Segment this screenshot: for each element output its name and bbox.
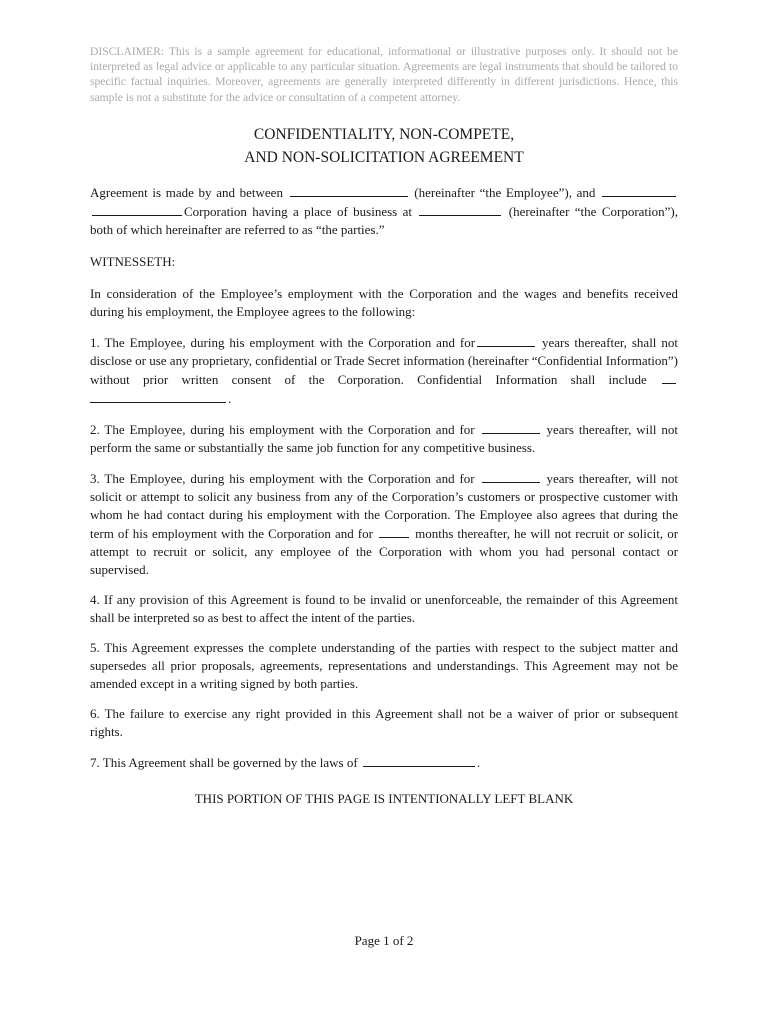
employee-name-blank bbox=[290, 183, 408, 197]
intro-paragraph bbox=[90, 183, 678, 239]
clause-2-text-b: years thereafter, will not perform the same or substantially the same job function for any competitive business. bbox=[90, 421, 679, 455]
clause-3-text-c: months thereafter, he will not recruit or solicit, or attempt to recruit or solicit, any employee of the Corporation with whom you had personal contact or supervised. bbox=[90, 525, 679, 577]
place-of-business-blank bbox=[419, 202, 501, 216]
clause-1-text-b: years thereafter, shall not disclose or use any proprietary, confidential or Trade Secret information (hereinafter “Confidential Information”) without prior written consent of the Corporation. Confidential Information shall include bbox=[90, 334, 678, 387]
clause-1 bbox=[90, 333, 678, 408]
title-line-1: CONFIDENTIALITY, NON-COMPETE, bbox=[253, 125, 515, 143]
clause-5: 5. This Agreement expresses the complete understanding of the parties with respect to the subject matter and supersedes all prior proposals, agreements, representations and understandings. This Agreement may not be amended except in a writing signed by both parties. bbox=[90, 639, 678, 691]
intro-text-1: Agreement is made by and between bbox=[90, 184, 283, 200]
clause-1-years-blank bbox=[477, 333, 535, 347]
clause-2-text-a: 2. The Employee, during his employment with the Corporation and for bbox=[90, 421, 475, 437]
intro-text-3: Corporation having a place of business at bbox=[184, 203, 412, 219]
party-blank bbox=[602, 183, 676, 197]
consideration-paragraph: In consideration of the Employee’s employment with the Corporation and the wages and benefits received during his employment, the Employee agrees to the following: bbox=[90, 285, 678, 319]
disclaimer-text: DISCLAIMER: This is a sample agreement for educational, informational or illustrative purposes only. It should not be interpreted as legal advice or applicable to any particular situation. Agreements are legal instruments that should be tailored to specific factual inquiries. Moreover, agreements are generally interpreted differently in different jurisdictions. Hence, this sample is not a substitute for the advice or consultation of a competent attorney. bbox=[90, 45, 678, 104]
witnesseth-heading: WITNESSETH: bbox=[90, 253, 176, 269]
clause-2 bbox=[90, 420, 678, 457]
clause-7 bbox=[90, 753, 678, 772]
clause-3-text-a: 3. The Employee, during his employment with the Corporation and for bbox=[90, 470, 475, 486]
title-line-2: AND NON-SOLICITATION AGREEMENT bbox=[244, 148, 524, 166]
document-page bbox=[90, 44, 678, 808]
clause-7-text-a: 7. This Agreement shall be governed by the laws of bbox=[90, 754, 358, 770]
clause-1-text-c: . bbox=[228, 390, 232, 406]
clause-2-years-blank bbox=[482, 420, 540, 434]
clause-3 bbox=[90, 469, 678, 579]
governing-law-blank bbox=[363, 753, 475, 767]
clause-3-text-b: years thereafter, will not solicit or attempt to solicit any business from any of the Corporation’s customers or prospective customer with whom he had contact during his employment with the Corporation. The Employee also agrees that during the term of his employment with the Corporation and for bbox=[90, 470, 679, 541]
clause-3-years-blank bbox=[482, 469, 540, 483]
clause-7-text-b: . bbox=[476, 754, 481, 770]
clause-6: 6. The failure to exercise any right provided in this Agreement shall not be a waiver of prior or subsequent rights. bbox=[90, 705, 678, 739]
clause-3-months-blank bbox=[379, 524, 409, 538]
document-title bbox=[90, 123, 678, 169]
clause-1-info-blank-b bbox=[90, 389, 226, 403]
intro-text-2: (hereinafter “the Employee”), and bbox=[414, 184, 596, 200]
intentionally-blank-notice: THIS PORTION OF THIS PAGE IS INTENTIONALLY LEFT BLANK bbox=[194, 790, 574, 806]
intro-text-4: (hereinafter “the Corporation”), both of which hereinafter are referred to as “the parties.” bbox=[90, 203, 679, 237]
clause-1-info-blank-a bbox=[662, 370, 676, 384]
corporation-name-blank bbox=[92, 202, 182, 216]
page-number: Page 1 of 2 bbox=[354, 933, 414, 948]
clause-4: 4. If any provision of this Agreement is found to be invalid or unenforceable, the remainder of this Agreement shall be interpreted so as best to affect the intent of the parties. bbox=[90, 591, 678, 625]
clause-1-text-a: 1. The Employee, during his employment with the Corporation and for bbox=[90, 334, 476, 350]
